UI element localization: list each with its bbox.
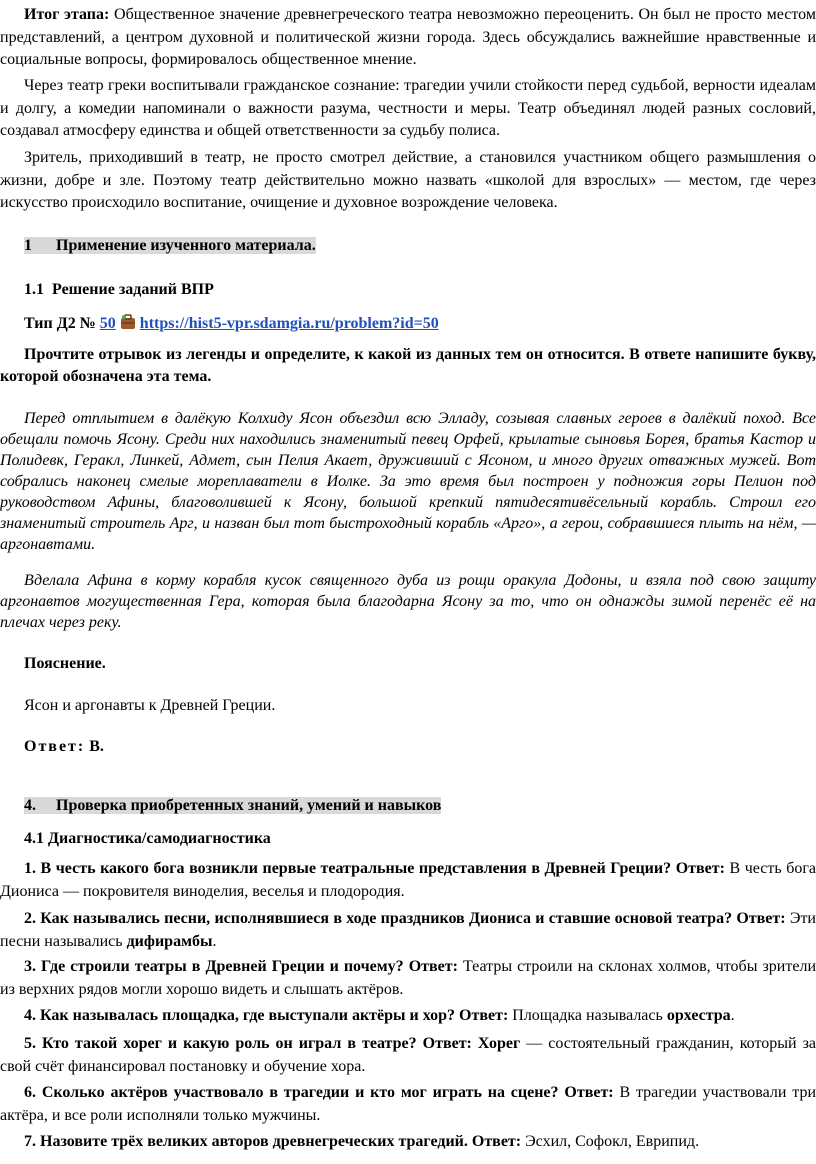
- summary-paragraph-3: [0, 147, 816, 215]
- answer-line: [0, 737, 816, 757]
- qa-item-4: [0, 1005, 816, 1028]
- qa-item-1: [0, 858, 816, 903]
- qa-item-5: [0, 1033, 816, 1078]
- answer-label-6: Ответ:: [564, 1084, 614, 1101]
- answer-label-2: Ответ:: [736, 910, 786, 927]
- briefcase-icon: [120, 313, 136, 330]
- qa-item-2: [0, 908, 816, 953]
- subsection-4-1-title: 4.1 Диагностика/самодиагностика: [24, 830, 271, 847]
- summary-text-1: Общественное значение древнегреческого театра невозможно переоценить. Он был не просто местом представлений, а центром духовной и политической жизни города. Здесь обсуждались важнейшие нравственные и социальные вопросы, формировалось общественное мнение.: [0, 6, 816, 68]
- section-1-number: 1: [24, 237, 32, 254]
- task-url-link[interactable]: https://hist5-vpr.sdamgia.ru/problem?id=50: [139, 315, 439, 332]
- summary-paragraph-2: [0, 75, 816, 143]
- answer-1: В честь бога Диониса — покровителя виноделия, веселья и плодородия.: [0, 860, 816, 900]
- summary-text-3: Зритель, приходивший в театр, не просто смотрел действие, а становился участником общего размышления о жизни, добре и зле. Поэтому театр действительно можно назвать «школой для взрослых» — местом, где через искусство происходило воспитание, очищение и духовное возрождение человека.: [0, 149, 816, 211]
- task-number-link[interactable]: 50: [99, 315, 116, 332]
- answer-2-pre: Эти песни назывались: [0, 910, 816, 950]
- legend-text-1: Перед отплытием в далёкую Колхиду Ясон объездил всю Элладу, созывая славных героев в далёкий поход. Все обещали помочь Ясону. Среди них находились знаменитый певец Орфей, крылатые сыновья Борея, братья Кастор и Полидевк, Геракл, Линкей, Адмет, сын Пелия Акает, друживший с Ясоном, и много других отважных мужей. Вот собрались наконец смелые мореплаватели в Иолке. За это время был построен у подножия горы Пелион под руководством Афины, благоволившей к Ясону, большой крепкий пятидесятивёсельный корабль. Строил его знаменитый строитель Арг, и назван был тот быстроходный корабль «Арго», а герои, собравшиеся плыть на нём, — аргонавтами.: [0, 410, 816, 553]
- legend-text-2: Вделала Афина в корму корабля кусок священного дуба из рощи оракула Додоны, и взяла под свою защиту аргонавтов могущественная Гера, которая была благодарна Ясону за то, что он однажды зимой перенёс её на плечах через реку.: [0, 572, 816, 631]
- answer-4-term: орхестра: [666, 1007, 731, 1024]
- task-type-label: Тип Д2 №: [24, 315, 96, 332]
- summary-text-2: Через театр греки воспитывали гражданское сознание: трагедии учили стойкости перед судьбой, верности идеалам и долгу, а комедии напоминали о важности разума, честности и меры. Театр объединял людей разных сословий, создавал атмосферу единства и общей ответственности за судьбу полиса.: [0, 77, 816, 139]
- answer-value: В.: [89, 738, 104, 755]
- question-4: 4. Как называлась площадка, где выступали актёры и хор?: [24, 1007, 456, 1024]
- section-1-title: Применение изученного материала.: [56, 237, 316, 254]
- subsection-4-1-heading: [0, 829, 816, 849]
- answer-5-term: Хорег: [477, 1035, 521, 1052]
- explanation-text: Ясон и аргонавты к Древней Греции.: [24, 697, 276, 714]
- qa-item-6: [0, 1082, 816, 1127]
- section-4-highlight: [24, 797, 441, 814]
- answer-7: Эсхил, Софокл, Еврипид.: [525, 1133, 700, 1150]
- qa-item-3: [0, 956, 816, 1001]
- task-instruction-text: Прочтите отрывок из легенды и определите, к какой из данных тем он относится. В ответе напишите букву, которой обозначена эта тема.: [0, 346, 816, 385]
- answer-2-term: дифирамбы: [126, 932, 213, 950]
- question-6: 6. Сколько актёров участвовало в трагедии и кто мог играть на сцене?: [24, 1084, 559, 1101]
- answer-label-3: Ответ:: [408, 958, 458, 975]
- explanation-line: [0, 696, 816, 716]
- section-4-number: 4.: [24, 797, 36, 814]
- answer-label-1: Ответ:: [675, 860, 725, 877]
- summary-paragraph-1: [0, 4, 816, 72]
- answer-2-post: .: [212, 932, 217, 950]
- answer-6: В трагедии участвовали три актёра, и все роли исполняли только мужчины.: [0, 1084, 816, 1124]
- answer-label-5: Ответ:: [422, 1035, 472, 1052]
- answer-4-pre: Площадка называлась: [512, 1007, 663, 1024]
- question-5: 5. Кто такой хорег и какую роль он играл в театре?: [24, 1035, 417, 1052]
- task-type-line: [0, 313, 816, 334]
- legend-paragraph-1: [0, 408, 816, 555]
- section-4-heading: [0, 796, 816, 816]
- section-1-highlight: [24, 237, 316, 254]
- section-4-title: Проверка приобретенных знаний, умений и навыков: [56, 797, 442, 814]
- answer-label: Ответ:: [24, 738, 86, 755]
- subsection-1-1-number: 1.1: [24, 281, 44, 298]
- explanation-label: Пояснение.: [24, 655, 106, 672]
- section-1-heading: [0, 236, 816, 256]
- question-2: 2. Как назывались песни, исполнявшиеся в ходе праздников Диониса и ставшие основой театра?: [24, 910, 733, 927]
- task-instruction: [0, 344, 816, 388]
- question-7: 7. Назовите трёх великих авторов древнегреческих трагедий.: [24, 1133, 468, 1150]
- answer-label-4: Ответ:: [459, 1007, 509, 1024]
- subsection-1-1-heading: [0, 280, 816, 300]
- answer-3: Театры строили на склонах холмов, чтобы зрители из верхних рядов могли хорошо видеть и слышать актёров.: [0, 958, 816, 998]
- answer-5-post: — состоятельный гражданин, который за свой счёт финансировал постановку и обучение хора.: [0, 1035, 816, 1075]
- summary-label: Итог этапа:: [24, 6, 110, 23]
- answer-4-post: .: [730, 1007, 735, 1024]
- explanation-heading: [0, 654, 816, 674]
- question-3: 3. Где строили театры в Древней Греции и почему?: [24, 958, 404, 975]
- qa-item-7: [0, 1131, 816, 1154]
- question-1: 1. В честь какого бога возникли первые театральные представления в Древней Греции?: [24, 860, 672, 877]
- answer-label-7: Ответ:: [471, 1133, 522, 1150]
- subsection-1-1-title: Решение заданий ВПР: [52, 281, 214, 298]
- legend-paragraph-2: [0, 570, 816, 633]
